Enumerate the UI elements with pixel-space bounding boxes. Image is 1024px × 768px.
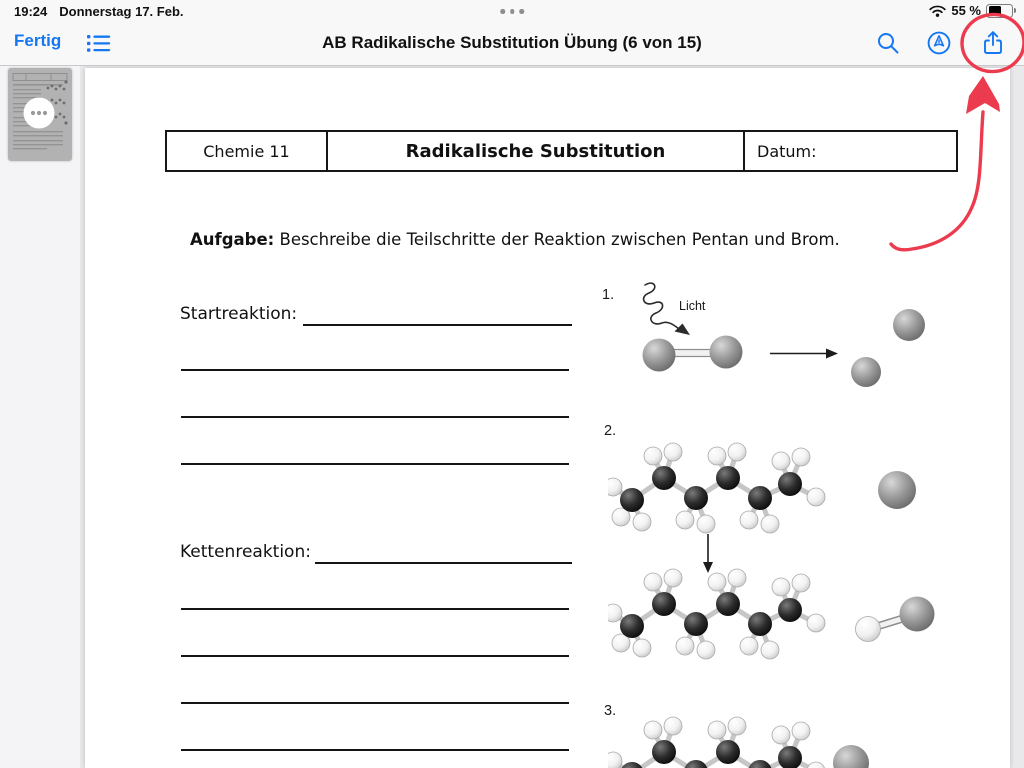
worksheet-header-table (165, 130, 958, 172)
br2-molecule (633, 331, 753, 379)
search-icon[interactable] (874, 29, 902, 57)
answer-line (181, 416, 569, 418)
bromine-radical (830, 742, 872, 768)
task-text: Beschreibe die Teilschritte der Reaktion zwischen Pentan und Brom. (274, 230, 840, 249)
task-label: Aufgabe: (190, 230, 275, 249)
licht-label: Licht (679, 299, 706, 313)
answer-line (181, 608, 569, 610)
pdf-page (85, 68, 1010, 768)
task-line (190, 230, 840, 249)
chain-reaction-label: Kettenreaktion: (180, 542, 311, 562)
status-date: Donnerstag 17. Feb. (59, 4, 184, 19)
start-reaction-label: Startreaktion: (180, 304, 298, 324)
status-time: 19:24 (14, 4, 48, 19)
page-thumbnail[interactable] (8, 68, 72, 161)
pentyl-radical-molecule (608, 566, 838, 661)
share-icon[interactable] (979, 29, 1007, 57)
thumbnail-spinner-dots-icon (31, 111, 47, 115)
wifi-icon (929, 5, 946, 17)
pentane-molecule (608, 440, 838, 535)
answer-line (181, 463, 569, 465)
thumbnail-sidebar (0, 65, 80, 768)
top-chrome (0, 0, 1024, 66)
answer-line (181, 749, 569, 751)
status-clock (14, 4, 184, 19)
header-title-cell: Radikalische Substitution (328, 132, 745, 170)
step3-label: 3. (604, 703, 617, 719)
step2-label: 2. (604, 423, 617, 439)
pentane-molecule (608, 714, 838, 768)
answer-line (181, 369, 569, 371)
document-title: AB Radikalische Substitution Übung (6 von 15) (322, 33, 702, 52)
header-date-cell: Datum: (757, 141, 817, 161)
answer-line (181, 655, 569, 657)
battery-percent-label: 55 % (951, 3, 981, 18)
bromine-radical (849, 355, 885, 391)
header-subject-cell: Chemie 11 (167, 132, 328, 170)
hbr-molecule (845, 596, 945, 654)
bromine-radical (890, 306, 930, 346)
step1-label: 1. (602, 287, 615, 303)
multitasking-dots-icon[interactable] (500, 9, 524, 14)
answer-line (303, 324, 572, 326)
done-button[interactable]: Fertig (14, 31, 62, 50)
reaction-arrow (768, 345, 840, 362)
bromine-radical (876, 469, 918, 511)
answer-line (181, 702, 569, 704)
wifi-dot (936, 13, 939, 16)
markup-icon[interactable] (925, 29, 953, 57)
answer-line (315, 562, 572, 564)
battery-icon (986, 4, 1013, 18)
